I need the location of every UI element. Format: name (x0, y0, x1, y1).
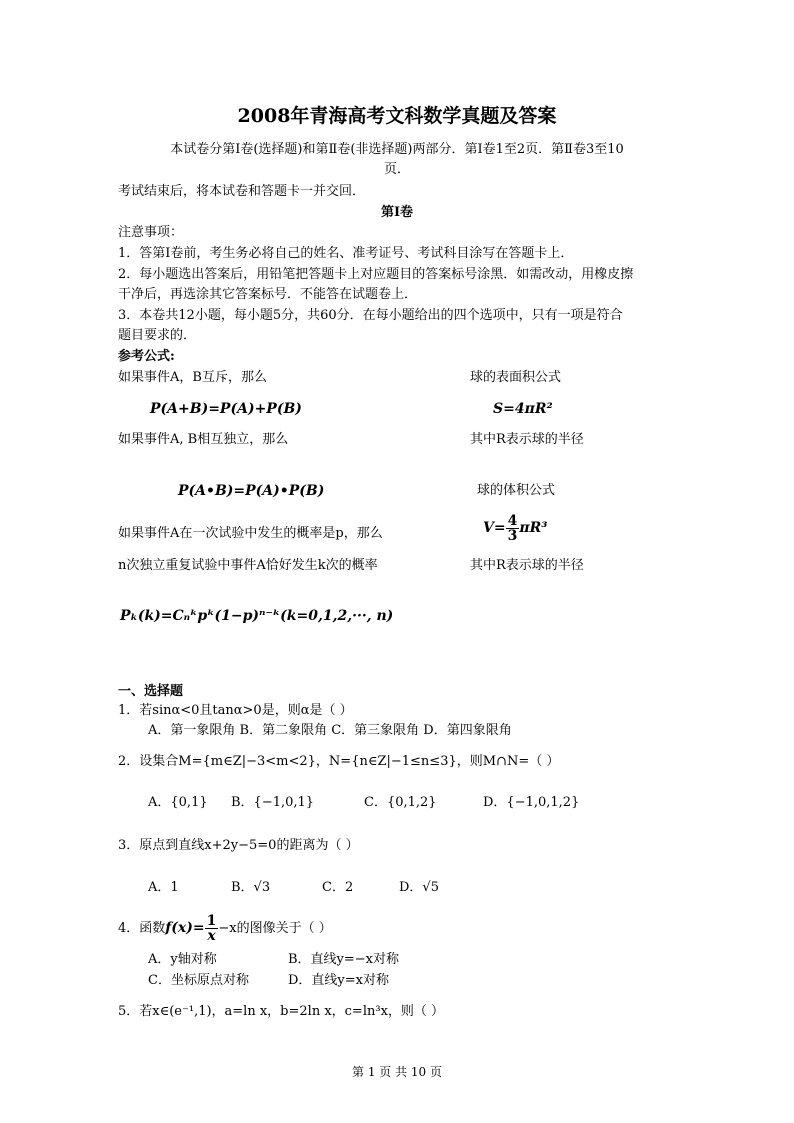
question-3-option-b: B．√3 (231, 880, 271, 895)
question-1: 1．若sinα<0且tanα>0是，则α是（ ） (118, 703, 353, 718)
sphere-volume-fraction (506, 514, 520, 543)
notice-heading: 注意事项： (118, 225, 184, 240)
intro-line-2: 页． (383, 162, 410, 177)
question-2-option-d: D．{−1,0,1,2} (483, 795, 580, 810)
formula-independent: P(A•B)=P(A)•P(B) (178, 483, 325, 499)
choice-section-heading: 一、选择题 (118, 684, 184, 699)
question-3-option-a: A．1 (148, 880, 179, 895)
formula-binomial: Pₖ(k)=Cₙᵏpᵏ(1−p)ⁿ⁻ᵏ(k=0,1,2,···, n) (120, 608, 394, 624)
formula-right-2: 其中R表示球的半径 (470, 432, 584, 447)
sphere-volume-numerator: 4 (507, 512, 518, 529)
page-footer: 第 1 页 共 10 页 (352, 1065, 442, 1079)
sphere-volume-suffix: πR³ (519, 520, 548, 536)
formula-sphere-volume (483, 512, 547, 544)
notice-item-2b: 干净后，再选涂其它答案标号．不能答在试题卷上． (118, 287, 418, 302)
question-1-options: A．第一象限角 B．第二象限角 C．第三象限角 D．第四象限角 (148, 723, 512, 738)
formula-left-4: n次独立重复试验中事件A恰好发生k次的概率 (118, 558, 378, 573)
question-4-prefix: 4．函数 (118, 921, 166, 936)
question-3-option-d: D．√5 (399, 880, 439, 895)
question-4-numerator: 1 (206, 913, 217, 929)
intro-line-3: 考试结束后，将本试卷和答题卡一并交回． (118, 184, 366, 199)
section-heading: 第Ⅰ卷 (380, 205, 414, 220)
formula-sphere-area: S=4πR² (493, 401, 553, 417)
intro-line-1: 本试卷分第Ⅰ卷(选择题)和第Ⅱ卷(非选择题)两部分．第Ⅰ卷1至2页．第Ⅱ卷3至10 (170, 142, 624, 157)
question-4-option-c: C．坐标原点对称 (148, 973, 249, 988)
question-3-option-c: C．2 (322, 880, 354, 895)
question-2-option-b: B．{−1,0,1} (231, 795, 315, 810)
question-4-denominator: x (207, 928, 216, 944)
formula-right-4: 其中R表示球的半径 (470, 558, 584, 573)
sphere-volume-prefix: V= (483, 520, 506, 536)
question-4-option-d: D．直线y=x对称 (288, 973, 389, 988)
formula-right-1: 球的表面积公式 (470, 370, 562, 385)
sphere-volume-denominator: 3 (507, 527, 518, 544)
formula-left-3: 如果事件A在一次试验中发生的概率是p，那么 (118, 526, 383, 541)
page-title: 2008年青海高考文科数学真题及答案 (237, 105, 557, 127)
notice-item-3a: 3．本卷共12小题，每小题5分，共60分．在每小题给出的四个选项中，只有一项是符合 (118, 308, 623, 323)
question-2: 2．设集合M={m∈Z|−3<m<2}，N={n∈Z|−1≤n≤3}，则M∩N=（ ） (118, 754, 560, 769)
question-2-option-c: C．{0,1,2} (364, 795, 437, 810)
question-2-option-a: A．{0,1} (148, 795, 208, 810)
question-4-suffix: −x的图像关于（ ） (218, 921, 332, 936)
question-5: 5．若x∈(e⁻¹,1)，a=ln x，b=2ln x，c=ln³x，则（ ） (118, 1004, 445, 1019)
notice-item-2a: 2．每小题选出答案后，用铅笔把答题卡上对应题目的答案标号涂黑．如需改动，用橡皮擦 (118, 267, 634, 282)
formula-mutually-exclusive: P(A+B)=P(A)+P(B) (150, 401, 302, 417)
question-3: 3．原点到直线x+2y−5=0的距离为（ ） (118, 838, 359, 853)
question-4-option-b: B．直线y=−x对称 (288, 952, 400, 967)
formula-left-1: 如果事件A，B互斥，那么 (118, 370, 267, 385)
question-4-function: f(x)= (165, 920, 205, 936)
formula-left-2: 如果事件A, B相互独立，那么 (118, 432, 289, 447)
formula-heading: 参考公式: (118, 349, 175, 364)
question-4-fraction (205, 914, 219, 943)
question-4 (118, 912, 332, 945)
notice-item-1: 1．答第Ⅰ卷前，考生务必将自己的姓名、准考证号、考试科目涂写在答题卡上． (118, 246, 574, 261)
question-4-option-a: A．y轴对称 (148, 952, 217, 967)
formula-right-3: 球的体积公式 (477, 483, 556, 498)
notice-item-3b: 题目要求的． (118, 328, 197, 343)
